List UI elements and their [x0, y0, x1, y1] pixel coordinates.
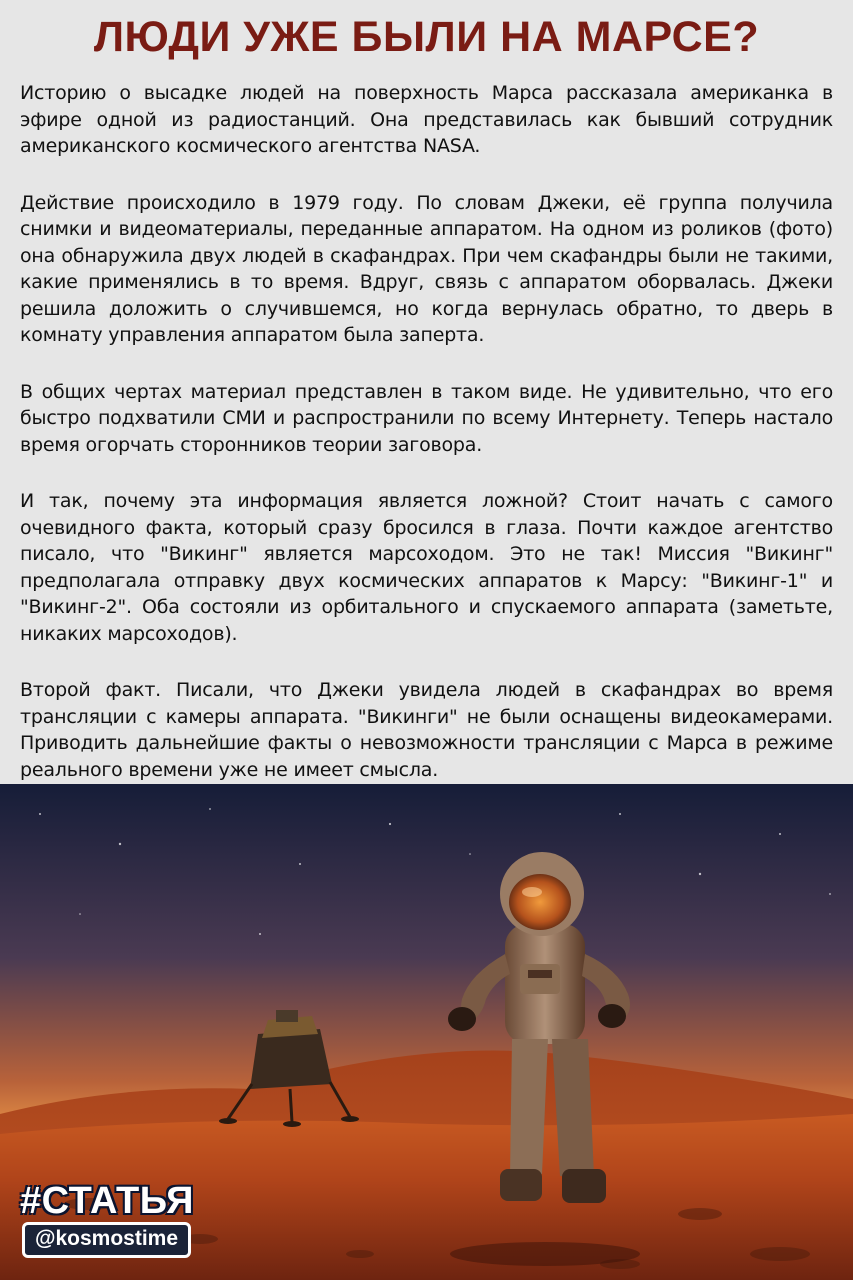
paragraph-2: Действие происходило в 1979 году. По словам Джеки, её группа получила снимки и видеоматериалы, переданные аппаратом. На одном из роликов (фото) она обнаружила двух людей в скафандрах. При чем скафандры были не такими, какие применялись в то время. Вдруг, связь с аппаратом оборвалась. Джеки решила доложить о случившемся, но когда вернулась обратно, то дверь в комнату управления аппаратом была заперта. [20, 191, 833, 346]
paragraph-5: Второй факт. Писали, что Джеки увидела людей в скафандрах во время трансляции с камеры аппарата. "Викинги" не были оснащены видеокамерами. Приводить дальнейшие факты о невозможности трансляции с Марса в режиме реального времени уже не имеет смысла. [20, 679, 833, 781]
paragraph-3: В общих чертах материал представлен в таком виде. Не удивительно, что его быстро подхватили СМИ и распространили по всему Интернету. Теперь настало время огорчать сторонников теории заговора. [20, 380, 833, 456]
channel-handle-badge[interactable] [22, 1222, 191, 1258]
channel-handle: @kosmostime [35, 1227, 179, 1250]
paragraph-1: Историю о высадке людей на поверхность Марса рассказала американка в эфире одной из радиостанций. Она представилась как бывший сотрудник американского космического агентства NASA. [20, 82, 833, 157]
page-title: ЛЮДИ УЖЕ БЫЛИ НА МАРСЕ? [93, 13, 760, 61]
paragraph-4: И так, почему эта информация является ложной? Стоит начать с самого очевидного факта, который сразу бросился в глаза. Почти каждое агентство писало, что "Викинг" является марсоходом. Это не так! Миссия "Викинг" предполагала отправку двух космических аппаратов к Марсу: "Викинг-1" и "Викинг-2". Оба состояли из орбитального и спускаемого аппарата (заметьте, никаких марсоходов). [20, 490, 833, 645]
hashtag-label: #СТАТЬЯ [20, 1180, 194, 1222]
article-body [20, 80, 833, 813]
